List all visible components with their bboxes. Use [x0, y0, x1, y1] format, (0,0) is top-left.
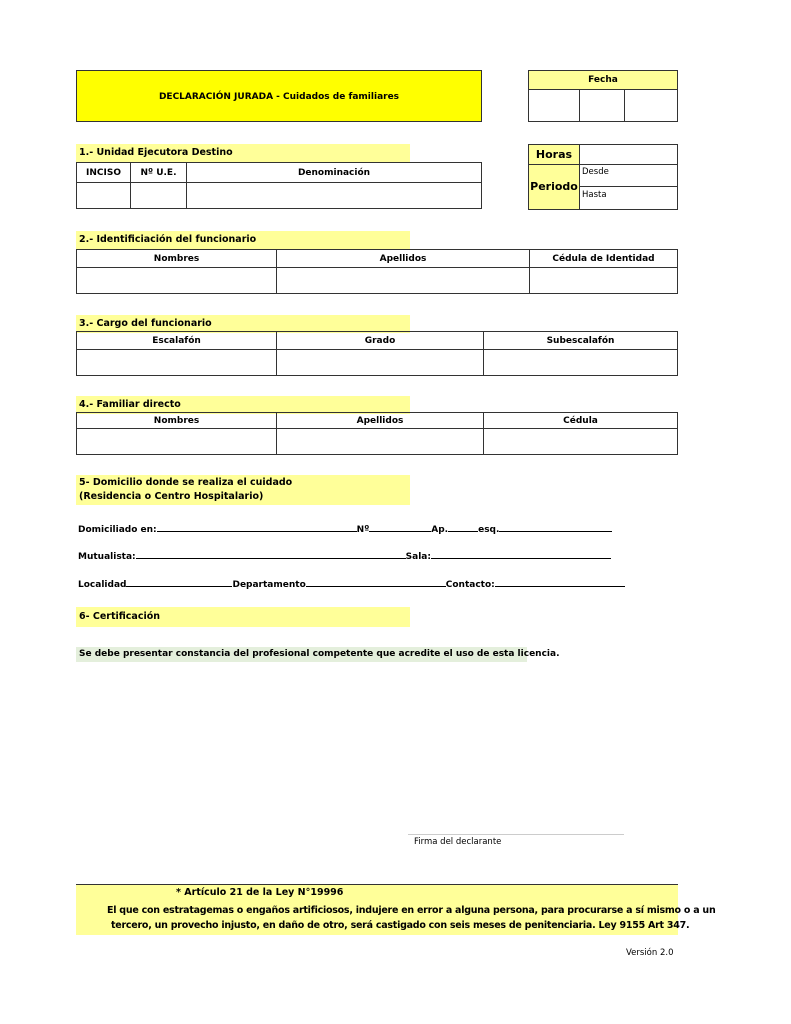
- familiar-apellidos-field[interactable]: [277, 429, 484, 455]
- mutualista-field[interactable]: [136, 548, 406, 559]
- legal-footer: [76, 884, 716, 935]
- periodo-label: Periodo: [529, 165, 580, 209]
- localidad-line: [78, 576, 625, 590]
- ap-field[interactable]: [448, 521, 478, 532]
- numero-field[interactable]: [369, 521, 431, 532]
- col-grado: Grado: [277, 332, 484, 350]
- sala-field[interactable]: [431, 548, 611, 559]
- section3-title: 3.- Cargo del funcionario: [76, 315, 410, 333]
- signature-label: Firma del declarante: [414, 837, 502, 847]
- departamento-field[interactable]: [306, 576, 446, 587]
- funcionario-nombres-field[interactable]: [77, 268, 277, 294]
- localidad-label: Localidad: [78, 580, 127, 590]
- departamento-label: Departamento: [232, 580, 306, 590]
- grado-field[interactable]: [277, 350, 484, 376]
- contacto-field[interactable]: [495, 576, 625, 587]
- col-denominacion: Denominación: [187, 163, 482, 183]
- esq-field[interactable]: [499, 521, 612, 532]
- desde-field[interactable]: [580, 165, 677, 187]
- col-familiar-cedula: Cédula: [484, 413, 678, 429]
- horas-periodo-box: [528, 144, 678, 210]
- mutualista-line: [78, 548, 611, 562]
- fecha-label: Fecha: [529, 71, 677, 90]
- section5-title-line1: 5- Domicilio donde se realiza el cuidado: [79, 477, 293, 488]
- section3-table: [76, 331, 678, 376]
- section2-title: 2.- Identificiación del funcionario: [76, 231, 410, 249]
- certificacion-note: Se debe presentar constancia del profesional competente que acredite el uso de esta licencia.: [76, 647, 527, 662]
- section6-title: 6- Certificación: [76, 607, 410, 627]
- inciso-field[interactable]: [77, 183, 131, 209]
- col-cedula-identidad: Cédula de Identidad: [530, 250, 678, 268]
- legal-article: * Artículo 21 de la Ley N°19996: [176, 887, 344, 898]
- section2-table: [76, 249, 678, 294]
- col-nombres: Nombres: [77, 250, 277, 268]
- col-familiar-apellidos: Apellidos: [277, 413, 484, 429]
- subescalafon-field[interactable]: [484, 350, 678, 376]
- col-inciso: INCISO: [77, 163, 131, 183]
- numero-label: Nº: [356, 525, 370, 535]
- ap-label: Ap.: [431, 525, 449, 535]
- section4-title: 4.- Familiar directo: [76, 396, 410, 414]
- fecha-day-field[interactable]: [529, 89, 580, 121]
- col-subescalafon: Subescalafón: [484, 332, 678, 350]
- col-ue: Nº U.E.: [131, 163, 187, 183]
- escalafon-field[interactable]: [77, 350, 277, 376]
- version-label: Versión 2.0: [626, 948, 674, 958]
- col-escalafon: Escalafón: [77, 332, 277, 350]
- funcionario-cedula-field[interactable]: [530, 268, 678, 294]
- ue-field[interactable]: [131, 183, 187, 209]
- section5-title-line2: (Residencia o Centro Hospitalario): [79, 491, 264, 502]
- domicilio-line: [78, 521, 612, 535]
- funcionario-apellidos-field[interactable]: [277, 268, 530, 294]
- form-title: DECLARACIÓN JURADA - Cuidados de familiares: [158, 92, 400, 102]
- hasta-label: Hasta: [582, 190, 607, 200]
- legal-text-line1: El que con estratagemas o engaños artificiosos, indujere en error a alguna persona, para procurarse a sí mismo o a un: [107, 905, 716, 916]
- col-familiar-nombres: Nombres: [77, 413, 277, 429]
- col-apellidos: Apellidos: [277, 250, 530, 268]
- denominacion-field[interactable]: [187, 183, 482, 209]
- legal-text-line2: tercero, un provecho injusto, en daño de otro, será castigado con seis meses de penitenciaria. Ley 9155 Art 347.: [111, 920, 690, 931]
- localidad-field[interactable]: [126, 576, 232, 587]
- fecha-month-field[interactable]: [579, 89, 625, 121]
- section4-table: [76, 412, 678, 455]
- section1-table: [76, 162, 482, 209]
- fecha-year-field[interactable]: [624, 89, 677, 121]
- fecha-box: [528, 70, 678, 122]
- section5-title-box: [76, 475, 410, 505]
- domiciliado-label: Domiciliado en:: [78, 525, 157, 535]
- mutualista-label: Mutualista:: [78, 552, 136, 562]
- signature-line[interactable]: [408, 834, 624, 835]
- horas-label: Horas: [529, 145, 580, 165]
- section1-title: 1.- Unidad Ejecutora Destino: [76, 144, 410, 162]
- domiciliado-field[interactable]: [157, 521, 357, 532]
- desde-label: Desde: [582, 167, 609, 177]
- horas-field[interactable]: [580, 145, 677, 165]
- esq-label: esq.: [478, 525, 500, 535]
- contacto-label: Contacto:: [445, 580, 495, 590]
- sala-label: Sala:: [405, 552, 431, 562]
- familiar-cedula-field[interactable]: [484, 429, 678, 455]
- familiar-nombres-field[interactable]: [77, 429, 277, 455]
- form-title-box: [76, 70, 482, 122]
